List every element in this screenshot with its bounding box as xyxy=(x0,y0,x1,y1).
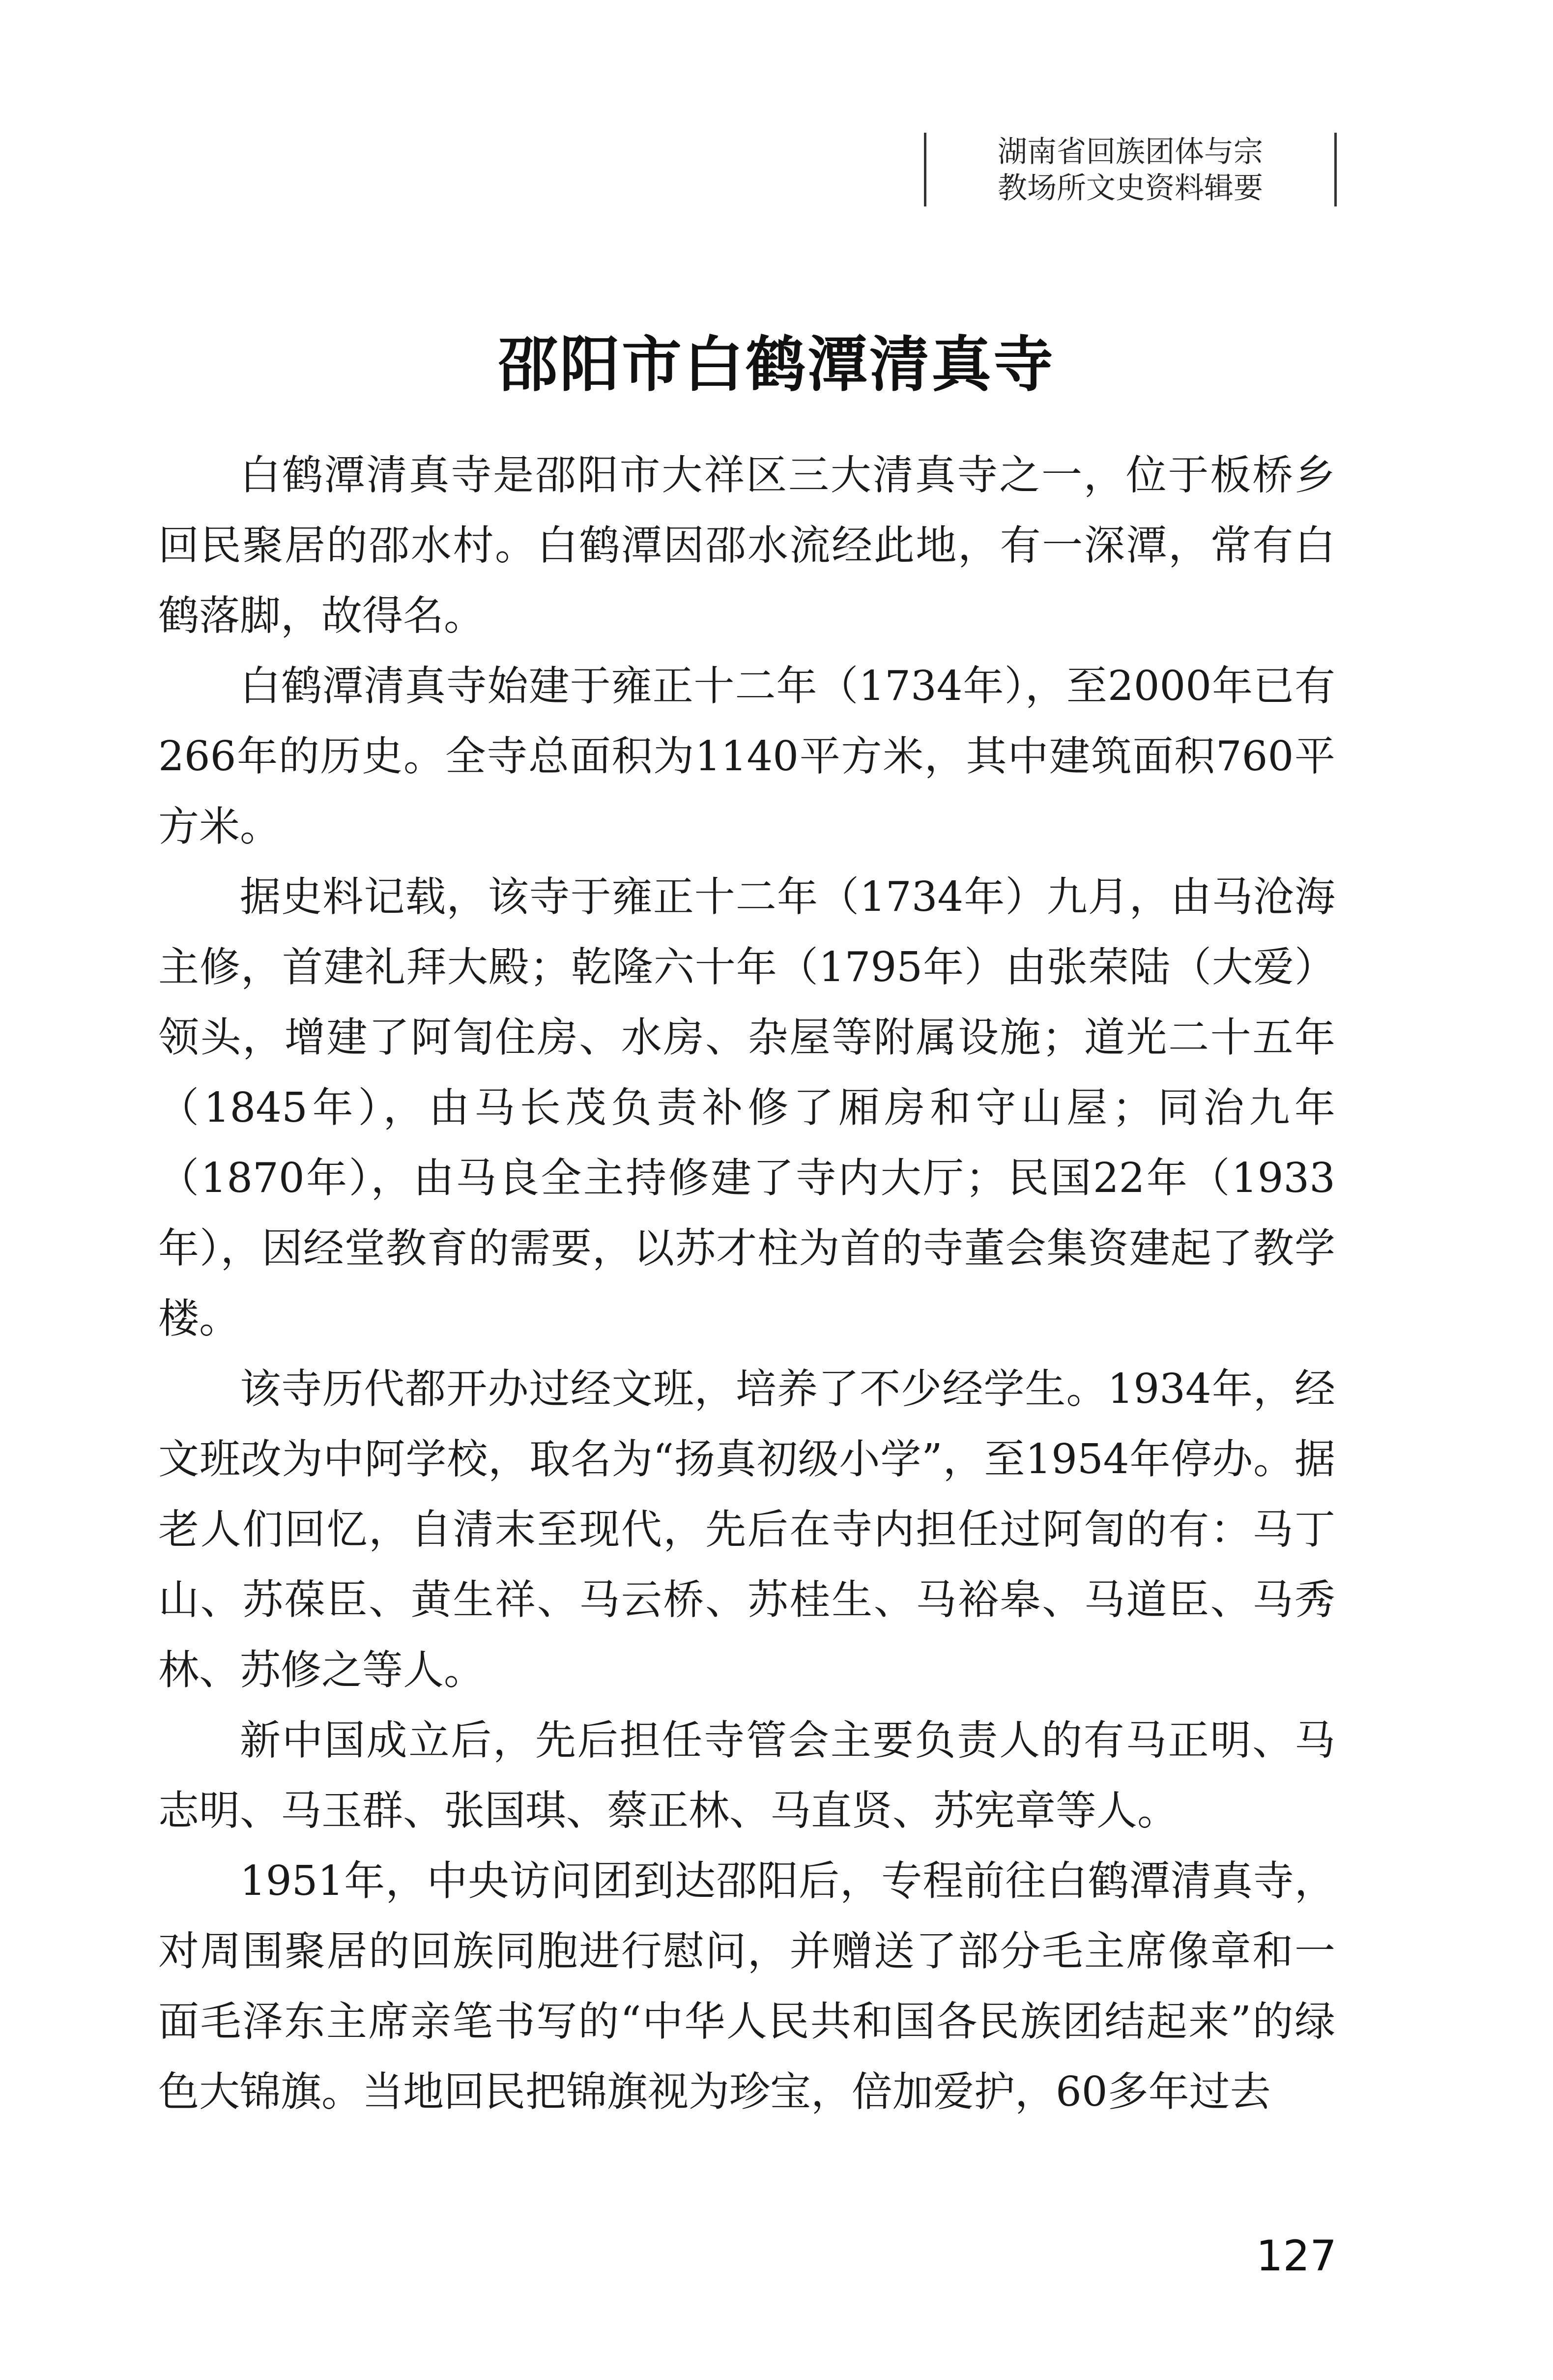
paragraph-2: 白鹤潭清真寺始建于雍正十二年（1734年），至2000年已有266年的历史。全寺总面积为1140平方米，其中建筑面积760平方米。 xyxy=(158,662,1335,850)
paragraph-3: 据史料记载，该寺于雍正十二年（1734年）九月，由马沧海主修，首建礼拜大殿；乾隆六十年（1795年）由张荣陆（大爱）领头，增建了阿訇住房、水房、杂屋等附属设施；道光二十五年（1845年），由马长茂负责补修了厢房和守山屋；同治九年（1870年），由马良全主持修建了寺内大厅；民国22年（1933年），因经堂教育的需要，以苏才柱为首的寺董会集资建起了教学楼。 xyxy=(158,873,1335,1342)
header-rule-left xyxy=(924,133,926,206)
article-body xyxy=(158,440,1335,2127)
running-header-line-1: 湖南省回族团体与宗 xyxy=(998,135,1263,169)
article-title: 邵阳市白鹤潭清真寺 xyxy=(498,329,1055,400)
paragraph-1: 白鹤潭清真寺是邵阳市大祥区三大清真寺之一，位于板桥乡回民聚居的邵水村。白鹤潭因邵水流经此地，有一深潭，常有白鹤落脚，故得名。 xyxy=(158,451,1335,639)
paragraph-5: 新中国成立后，先后担任寺管会主要负责人的有马正明、马志明、马玉群、张国琪、蔡正林、马直贤、苏宪章等人。 xyxy=(158,1716,1335,1834)
running-header-text xyxy=(944,134,1317,206)
paragraph-6: 1951年，中央访问团到达邵阳后，专程前往白鹤潭清真寺，对周围聚居的回族同胞进行慰问，并赠送了部分毛主席像章和一面毛泽东主席亲笔书写的“中华人民共和国各民族团结起来”的绿色大锦旗。当地回民把锦旗视为珍宝，倍加爱护，60多年过去 xyxy=(158,1857,1335,2116)
paragraph-4: 该寺历代都开办过经文班，培养了不少经学生。1934年，经文班改为中阿学校，取名为“扬真初级小学”，至1954年停办。据老人们回忆，自清末至现代，先后在寺内担任过阿訇的有：马丁山、苏葆臣、黄生祥、马云桥、苏桂生、马裕皋、马道臣、马秀林、苏修之等人。 xyxy=(158,1365,1335,1694)
running-header xyxy=(924,133,1337,216)
header-rule-right xyxy=(1334,133,1337,206)
running-header-line-2: 教场所文史资料辑要 xyxy=(998,171,1263,205)
page-number: 127 xyxy=(1256,2232,1337,2281)
